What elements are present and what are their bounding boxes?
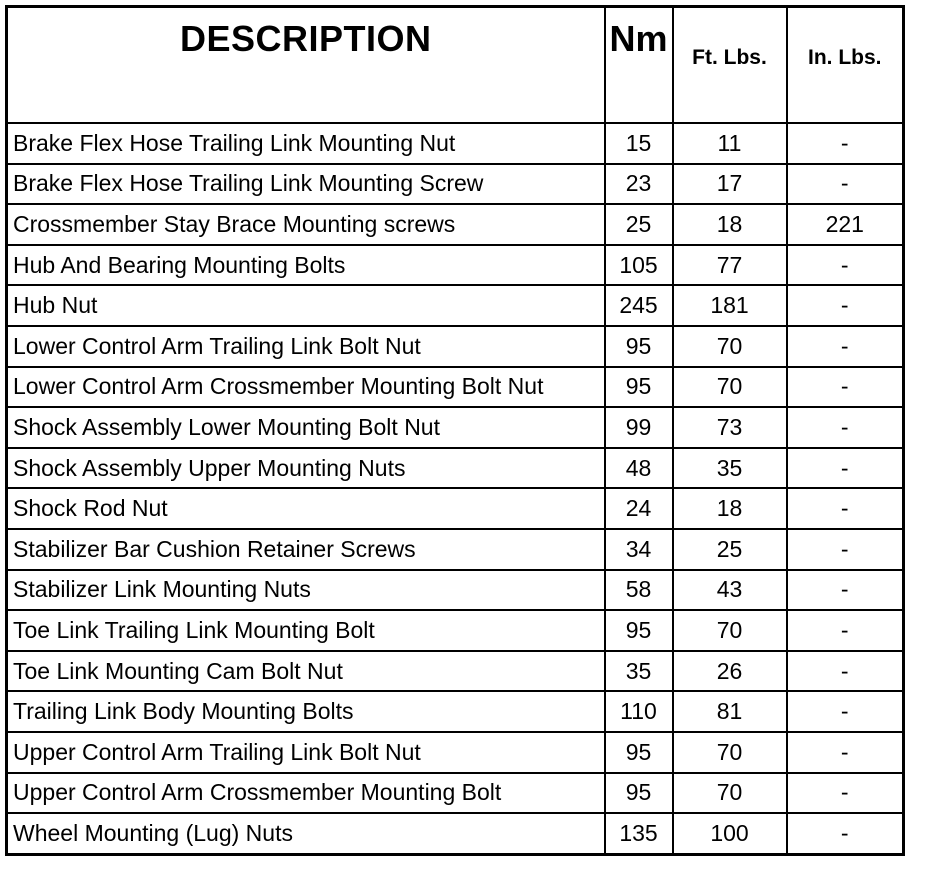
table-row: [7, 773, 904, 814]
cell-nm: 245: [605, 285, 673, 326]
cell-nm: 135: [605, 813, 673, 854]
cell-description: Brake Flex Hose Trailing Link Mounting Screw: [7, 164, 605, 205]
table-row: [7, 732, 904, 773]
table-row: [7, 367, 904, 408]
cell-ft-lbs: 18: [673, 204, 787, 245]
cell-nm: 15: [605, 123, 673, 164]
cell-in-lbs: -: [787, 488, 904, 529]
cell-in-lbs: -: [787, 773, 904, 814]
cell-in-lbs: -: [787, 813, 904, 854]
header-description: DESCRIPTION: [7, 7, 605, 124]
cell-ft-lbs: 70: [673, 773, 787, 814]
cell-nm: 110: [605, 691, 673, 732]
torque-specification-table: [5, 5, 905, 856]
table-row: [7, 123, 904, 164]
cell-description: Hub And Bearing Mounting Bolts: [7, 245, 605, 286]
cell-description: Stabilizer Link Mounting Nuts: [7, 570, 605, 611]
cell-in-lbs: -: [787, 570, 904, 611]
cell-ft-lbs: 81: [673, 691, 787, 732]
cell-ft-lbs: 70: [673, 326, 787, 367]
cell-ft-lbs: 35: [673, 448, 787, 489]
header-ft-lbs: Ft. Lbs.: [673, 7, 787, 124]
cell-description: Trailing Link Body Mounting Bolts: [7, 691, 605, 732]
cell-ft-lbs: 181: [673, 285, 787, 326]
cell-description: Toe Link Trailing Link Mounting Bolt: [7, 610, 605, 651]
header-in-lbs: In. Lbs.: [787, 7, 904, 124]
cell-description: Toe Link Mounting Cam Bolt Nut: [7, 651, 605, 692]
table-row: [7, 488, 904, 529]
cell-ft-lbs: 73: [673, 407, 787, 448]
cell-nm: 58: [605, 570, 673, 611]
cell-ft-lbs: 18: [673, 488, 787, 529]
cell-nm: 95: [605, 732, 673, 773]
cell-in-lbs: -: [787, 326, 904, 367]
table-row: [7, 529, 904, 570]
cell-nm: 48: [605, 448, 673, 489]
cell-ft-lbs: 25: [673, 529, 787, 570]
table-row: [7, 691, 904, 732]
cell-nm: 99: [605, 407, 673, 448]
cell-in-lbs: -: [787, 651, 904, 692]
cell-in-lbs: -: [787, 245, 904, 286]
table-row: [7, 204, 904, 245]
cell-nm: 34: [605, 529, 673, 570]
cell-in-lbs: -: [787, 529, 904, 570]
header-nm: Nm: [605, 7, 673, 124]
cell-in-lbs: -: [787, 164, 904, 205]
cell-nm: 95: [605, 610, 673, 651]
table-row: [7, 813, 904, 854]
cell-ft-lbs: 70: [673, 367, 787, 408]
cell-nm: 95: [605, 773, 673, 814]
cell-nm: 23: [605, 164, 673, 205]
table-row: [7, 245, 904, 286]
table-row: [7, 448, 904, 489]
cell-in-lbs: -: [787, 407, 904, 448]
cell-description: Wheel Mounting (Lug) Nuts: [7, 813, 605, 854]
cell-in-lbs: -: [787, 448, 904, 489]
cell-description: Upper Control Arm Crossmember Mounting Bolt: [7, 773, 605, 814]
cell-description: Brake Flex Hose Trailing Link Mounting Nut: [7, 123, 605, 164]
cell-ft-lbs: 17: [673, 164, 787, 205]
table-row: [7, 651, 904, 692]
cell-nm: 105: [605, 245, 673, 286]
table-row: [7, 285, 904, 326]
cell-ft-lbs: 100: [673, 813, 787, 854]
cell-in-lbs: 221: [787, 204, 904, 245]
cell-nm: 24: [605, 488, 673, 529]
cell-in-lbs: -: [787, 691, 904, 732]
cell-description: Stabilizer Bar Cushion Retainer Screws: [7, 529, 605, 570]
cell-ft-lbs: 26: [673, 651, 787, 692]
table-row: [7, 570, 904, 611]
cell-in-lbs: -: [787, 285, 904, 326]
cell-description: Lower Control Arm Trailing Link Bolt Nut: [7, 326, 605, 367]
table-row: [7, 326, 904, 367]
cell-ft-lbs: 43: [673, 570, 787, 611]
cell-ft-lbs: 70: [673, 732, 787, 773]
cell-ft-lbs: 70: [673, 610, 787, 651]
cell-description: Hub Nut: [7, 285, 605, 326]
cell-in-lbs: -: [787, 610, 904, 651]
table-header-row: [7, 7, 904, 124]
cell-nm: 35: [605, 651, 673, 692]
table-row: [7, 610, 904, 651]
table-row: [7, 164, 904, 205]
cell-nm: 95: [605, 326, 673, 367]
cell-description: Lower Control Arm Crossmember Mounting Bolt Nut: [7, 367, 605, 408]
cell-description: Shock Assembly Upper Mounting Nuts: [7, 448, 605, 489]
table-body: [7, 123, 904, 854]
cell-description: Shock Rod Nut: [7, 488, 605, 529]
cell-description: Shock Assembly Lower Mounting Bolt Nut: [7, 407, 605, 448]
cell-nm: 95: [605, 367, 673, 408]
cell-nm: 25: [605, 204, 673, 245]
cell-in-lbs: -: [787, 732, 904, 773]
cell-ft-lbs: 77: [673, 245, 787, 286]
cell-in-lbs: -: [787, 123, 904, 164]
cell-description: Crossmember Stay Brace Mounting screws: [7, 204, 605, 245]
cell-in-lbs: -: [787, 367, 904, 408]
cell-ft-lbs: 11: [673, 123, 787, 164]
table-row: [7, 407, 904, 448]
cell-description: Upper Control Arm Trailing Link Bolt Nut: [7, 732, 605, 773]
